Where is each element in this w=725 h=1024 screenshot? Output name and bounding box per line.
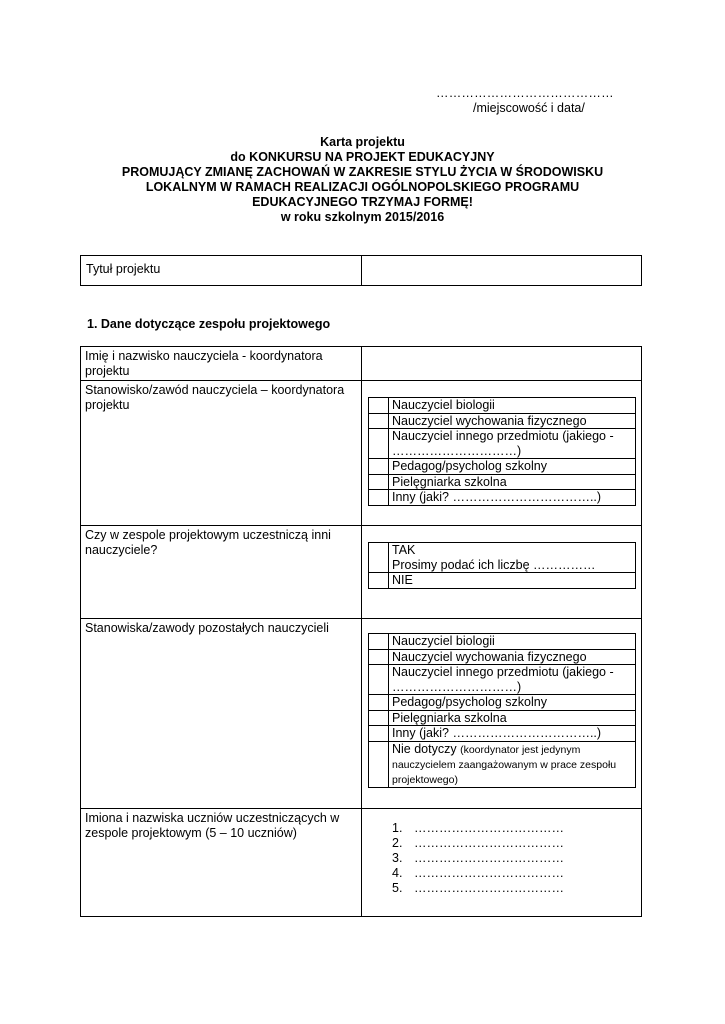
checkbox[interactable] (369, 474, 389, 490)
option-label: Nauczyciel innego przedmiotu (jakiego - …………………………) (389, 665, 636, 695)
option-label: Inny (jaki? ……………………………..) (389, 726, 636, 742)
list-item[interactable] (392, 851, 637, 866)
students-cell (362, 809, 642, 917)
list-number: 2. (392, 836, 403, 850)
project-title-table (80, 255, 642, 286)
checkbox[interactable] (369, 710, 389, 726)
checkbox[interactable] (369, 649, 389, 665)
option-label: Nauczyciel innego przedmiotu (jakiego - …………………………) (389, 429, 636, 459)
place-date-dots[interactable]: …………………………………… (436, 86, 614, 100)
title-line: PROMUJĄCY ZMIANĘ ZACHOWAŃ W ZAKRESIE STYLU ŻYCIA W ŚRODOWISKU (121, 165, 604, 179)
student-field[interactable]: ……………………………… (414, 866, 564, 880)
other-teachers-label: Czy w zespole projektowym uczestniczą inni nauczyciele? (81, 526, 362, 619)
coordinator-position-cell (362, 381, 642, 526)
option-label: Pedagog/psycholog szkolny (389, 695, 636, 711)
option-label: Prosimy podać ich liczbę …………… (389, 558, 636, 573)
other-positions-cell (362, 619, 642, 809)
option-label: Nauczyciel wychowania fizycznego (389, 413, 636, 429)
list-item[interactable] (392, 821, 637, 836)
option-label: Inny (jaki? ……………………………..) (389, 490, 636, 506)
list-number: 4. (392, 866, 403, 880)
checkbox[interactable] (369, 726, 389, 742)
students-label: Imiona i nazwiska uczniów uczestniczących w zespole projektowym (5 – 10 uczniów) (81, 809, 362, 917)
project-title-field[interactable] (362, 256, 642, 286)
list-number: 1. (392, 821, 403, 835)
checkbox[interactable] (369, 665, 389, 695)
option-label: Nauczyciel biologii (389, 634, 636, 650)
coordinator-position-options (368, 397, 636, 506)
team-data-table (80, 346, 642, 917)
not-applicable-label: Nie dotyczy (392, 741, 457, 756)
checkbox[interactable] (369, 459, 389, 475)
checkbox[interactable] (369, 634, 389, 650)
checkbox[interactable] (369, 573, 389, 589)
checkbox[interactable] (369, 429, 389, 459)
option-label: Pielęgniarka szkolna (389, 710, 636, 726)
not-applicable-note: (koordynator jest jedynym nauczycielem zaangażowanym w prace zespołu projektowego) (392, 743, 617, 786)
checkbox[interactable] (369, 543, 389, 573)
student-field[interactable]: ……………………………… (414, 836, 564, 850)
option-label: Pedagog/psycholog szkolny (389, 459, 636, 475)
other-positions-options (368, 633, 636, 788)
list-item[interactable] (392, 866, 637, 881)
other-positions-label: Stanowiska/zawody pozostałych nauczycieli (81, 619, 362, 809)
student-field[interactable]: ……………………………… (414, 881, 564, 895)
list-number: 5. (392, 881, 403, 895)
option-label: NIE (389, 573, 636, 589)
coordinator-position-label: Stanowisko/zawód nauczyciela – koordynatora projektu (81, 381, 362, 526)
option-label: Nauczyciel biologii (389, 398, 636, 414)
title-line: do KONKURSU NA PROJEKT EDUKACYJNY (230, 150, 495, 164)
title-line: LOKALNYM W RAMACH REALIZACJI OGÓLNOPOLSKIEGO PROGRAMU (145, 180, 580, 194)
other-teachers-options (368, 542, 636, 589)
title-line: w roku szkolnym 2015/2016 (280, 210, 445, 224)
title-line: EDUKACYJNEGO TRZYMAJ FORMĘ! (252, 195, 473, 209)
place-date-label: /miejscowość i data/ (473, 101, 585, 115)
option-label (389, 741, 636, 787)
student-field[interactable]: ……………………………… (414, 821, 564, 835)
section-heading: 1. Dane dotyczące zespołu projektowego (87, 317, 331, 331)
option-label: TAK (389, 543, 636, 558)
list-number: 3. (392, 851, 403, 865)
document-title (80, 135, 645, 225)
option-label: Pielęgniarka szkolna (389, 474, 636, 490)
list-item[interactable] (392, 836, 637, 851)
title-line: Karta projektu (320, 135, 405, 149)
checkbox[interactable] (369, 398, 389, 414)
project-title-label: Tytuł projektu (81, 256, 362, 286)
checkbox[interactable] (369, 695, 389, 711)
option-label: Nauczyciel wychowania fizycznego (389, 649, 636, 665)
checkbox[interactable] (369, 490, 389, 506)
student-field[interactable]: ……………………………… (414, 851, 564, 865)
list-item[interactable] (392, 881, 637, 896)
other-teachers-cell (362, 526, 642, 619)
students-list (366, 821, 637, 896)
checkbox[interactable] (369, 413, 389, 429)
coordinator-name-label: Imię i nazwisko nauczyciela - koordynatora projektu (81, 347, 362, 381)
coordinator-name-field[interactable] (362, 347, 642, 381)
checkbox[interactable] (369, 741, 389, 787)
